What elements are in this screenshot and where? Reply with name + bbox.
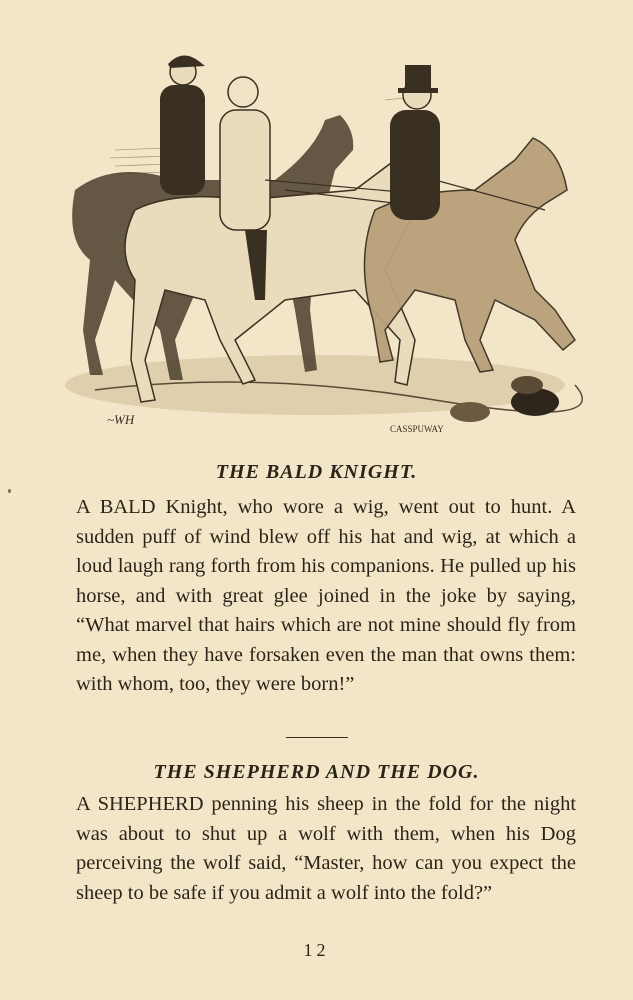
fable-body: penning his sheep in the fold for the night was about to shut up a wolf with them, when his Dog perceiving the wolf said, “Master, how can you expect the sheep to be safe if you admit a wolf into the fold?” [76,793,577,904]
lead-smallcaps: SHEPHERD [97,793,204,815]
lead-smallcaps: BALD [99,496,156,518]
svg-text:~WH: ~WH [107,412,135,427]
fable-title-shepherd-dog: THE SHEPHERD AND THE DOG. [153,761,480,783]
fable-body: Knight, who wore a wig, went out to hunt. A sudden puff of wind blew off his hat and wig, at which a loud laugh rang forth from his companions. He pulled up his horse, and with great glee joined in the joke by saying, “What marvel that hairs which are not mine should fly from me, when they have forsaken even the man that owns them: with whom, too, they were born!” [76,496,576,695]
svg-text:CASSPUWAY: CASSPUWAY [390,424,444,434]
paper-speck [8,489,11,493]
page-number: 12 [303,940,330,960]
fable-text-shepherd-dog [76,790,576,908]
engraving-image [55,40,590,440]
hunting-illustration [55,40,590,440]
section-divider [286,737,348,738]
fable-title-bald-knight: THE BALD KNIGHT. [215,461,418,483]
lead-word: A [76,793,90,815]
lead-word: A [76,496,90,518]
fable-text-bald-knight [76,493,576,700]
